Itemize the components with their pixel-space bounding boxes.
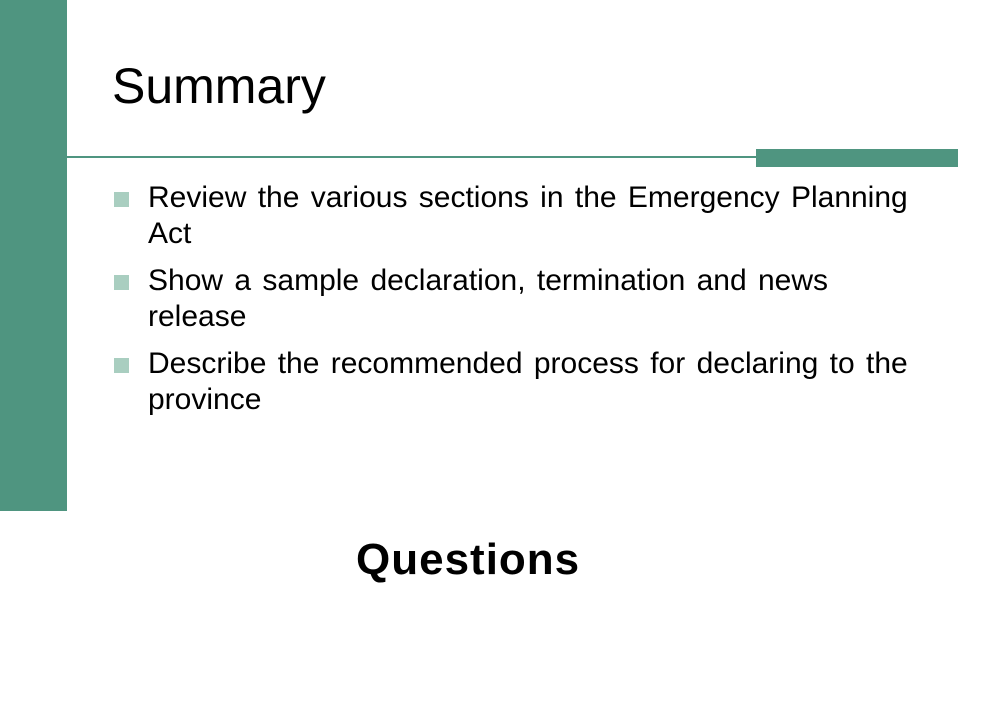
bullet-item-sample-declaration	[112, 263, 932, 335]
left-accent-bar	[0, 0, 67, 511]
title-accent-block	[756, 149, 958, 167]
square-bullet-icon	[114, 192, 129, 207]
bullet-list	[112, 180, 932, 429]
bullet-text: Show a sample declaration, termination and news release	[148, 264, 829, 333]
square-bullet-icon	[114, 358, 129, 373]
square-bullet-icon	[114, 275, 129, 290]
bullet-item-recommended-process	[112, 346, 932, 418]
bullet-text: Review the various sections in the Emergency Planning Act	[148, 181, 908, 250]
bullet-text: Describe the recommended process for declaring to the province	[148, 347, 908, 416]
bullet-item-review-sections	[112, 180, 932, 252]
questions-heading: Questions	[356, 535, 581, 584]
slide-title: Summary	[112, 58, 326, 114]
title-divider-line	[67, 156, 757, 158]
